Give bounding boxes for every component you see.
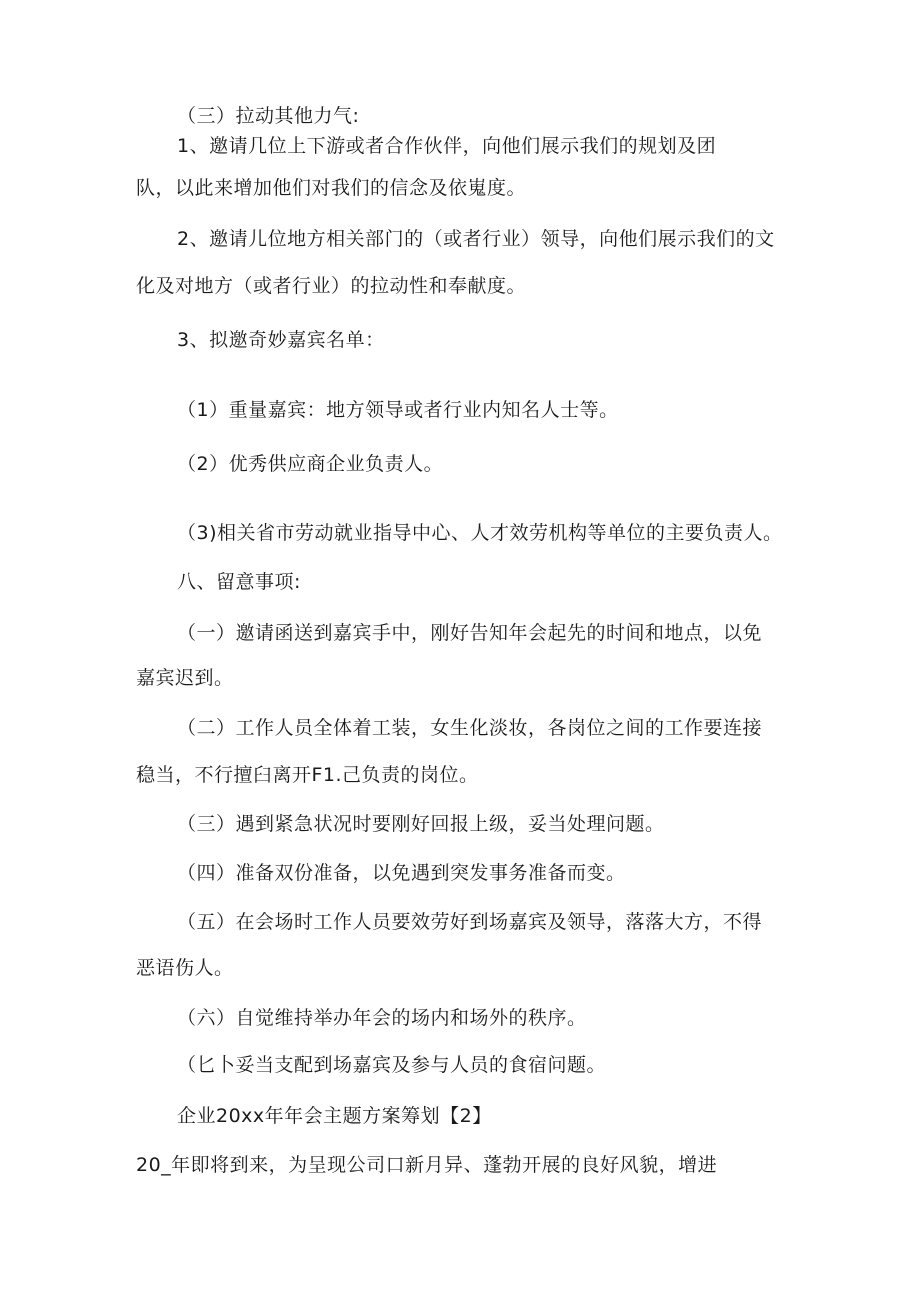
paragraph-line: 1、邀请几位上下游或者合作伙伴，向他们展示我们的规划及团	[177, 135, 717, 157]
paragraph-line: （五）在会场时工作人员要效劳好到场嘉宾及领导，落落大方，不得	[177, 911, 763, 933]
list-item: （1）重量嘉宾：地方领导或者行业内知名人士等。	[177, 399, 619, 421]
paragraph-line: 20_年即将到来，为呈现公司口新月异、蓬勃开展的良好风貌，增进	[136, 1154, 718, 1176]
paragraph-line: （六）自觉维持举办年会的场内和场外的秩序。	[177, 1007, 587, 1029]
paragraph-line: 2、邀请儿位地方相关部门的（或者行业）领导，向他们展示我们的文	[177, 228, 775, 250]
paragraph-line: 队，以此来增加他们对我们的信念及依嵬度。	[136, 177, 527, 199]
paragraph-line: 恶语伤人。	[136, 957, 234, 979]
paragraph-line: （四）准备双份准备，以免遇到突发事务准备而变。	[177, 862, 626, 884]
paragraph-line: 嘉宾迟到。	[136, 667, 234, 689]
list-item: （3)相关省市劳动就业指导中心、人才效劳机构等单位的主要负责人。	[177, 522, 783, 544]
paragraph-line: 稳当，不行擅臼离开F1.己负责的岗位。	[136, 764, 479, 786]
section-heading: （三）拉动其他力气:	[177, 105, 360, 127]
paragraph-line: （三）遇到紧急状况时要刚好回报上级，妥当处理问题。	[177, 813, 665, 835]
section-heading: 八、留意事项:	[177, 571, 301, 593]
paragraph-line: 化及对地方（或者行业）的拉动性和奉献度。	[136, 275, 527, 297]
paragraph-line: （二）工作人员全体着工装，女生化淡妆，各岗位之间的工作要连接	[177, 717, 763, 739]
paragraph-line: 3、拟邀奇妙嘉宾名单：	[177, 329, 385, 351]
document-title: 企业20xx年年会主题方案筹划【2】	[177, 1105, 492, 1127]
paragraph-line: （一）邀请函送到嘉宾手中，刚好告知年会起先的时间和地点，以免	[177, 622, 763, 644]
list-item: （2）优秀供应商企业负责人。	[177, 453, 444, 475]
paragraph-line: （匕卜妥当支配到场嘉宾及参与人员的食宿问题。	[177, 1054, 607, 1076]
